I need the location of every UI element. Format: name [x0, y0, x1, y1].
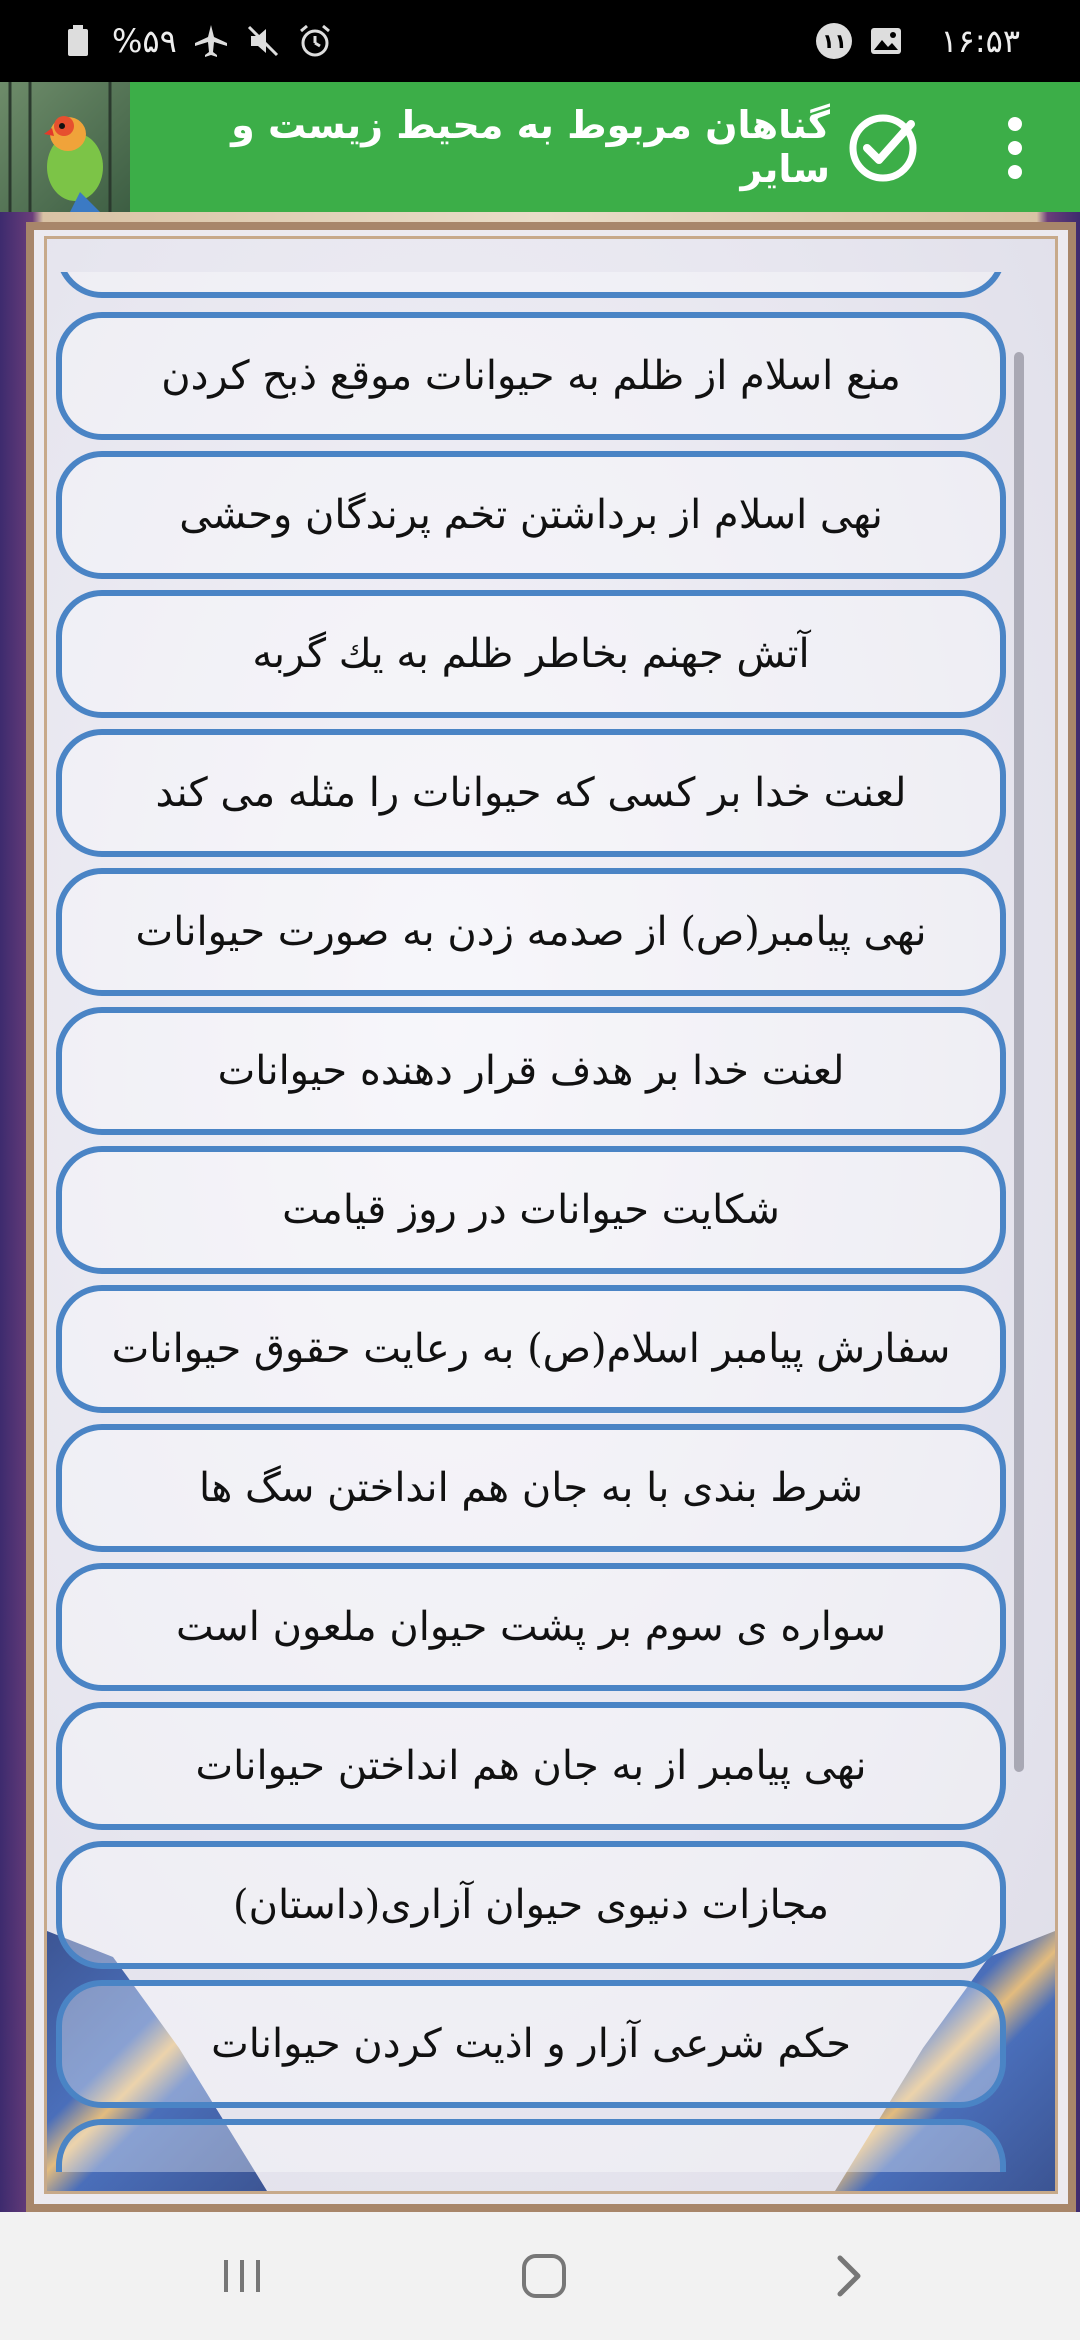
gallery-icon	[868, 23, 904, 59]
status-bar	[0, 0, 1080, 82]
list-item-label: نهی پیامبر از به جان هم انداختن حیوانات	[195, 1743, 867, 1789]
list-item[interactable]	[56, 451, 1006, 579]
list-item[interactable]	[56, 1285, 1006, 1413]
status-right	[816, 0, 1020, 82]
list-item[interactable]	[56, 1980, 1006, 2108]
back-icon[interactable]	[818, 2246, 878, 2306]
list-item[interactable]	[56, 590, 1006, 718]
list-item[interactable]	[56, 1424, 1006, 1552]
list-item[interactable]	[56, 729, 1006, 857]
list-item[interactable]	[56, 2119, 1006, 2172]
nav-bar	[0, 2212, 1080, 2340]
bird-thumbnail	[0, 82, 130, 212]
list-item-label: منع اسلام از ظلم به حیوانات موقع ذبح کردن	[161, 353, 901, 399]
list-item-label: نهی پیامبر(ص) از صدمه زدن به صورت حیوانات	[135, 909, 927, 955]
list-item[interactable]	[56, 1702, 1006, 1830]
list-item[interactable]	[56, 272, 1006, 298]
list-item[interactable]	[56, 1146, 1006, 1274]
list-item-label: لعنت خدا بر کسی که حیوانات را مثله می کند	[155, 770, 907, 816]
more-vert-icon[interactable]	[990, 110, 1040, 186]
list-item-label: مجازات دنیوی حیوان آزاری(داستان)	[232, 1882, 830, 1928]
list-item-label: شکایت حیوانات در روز قیامت	[282, 1187, 780, 1233]
page-title: گناهان مربوط به محیط زیست و سایر	[231, 103, 830, 191]
battery-percent: %۵۹	[112, 22, 177, 60]
list-item-label: سواره ی سوم بر پشت حیوان ملعون است	[176, 1604, 886, 1650]
list-item[interactable]	[56, 1563, 1006, 1691]
list-item-label: آتش جهنم بخاطر ظلم به یك گربه	[252, 631, 810, 677]
list-item[interactable]	[56, 1007, 1006, 1135]
list-item[interactable]	[56, 1841, 1006, 1969]
check-icon[interactable]	[845, 110, 921, 186]
content-area	[0, 212, 1080, 2212]
app-bar	[0, 82, 1080, 212]
list-item-label: لعنت خدا بر هدف قرار دهنده حیوانات	[217, 1048, 845, 1094]
list-item[interactable]	[56, 312, 1006, 440]
recents-icon[interactable]	[212, 2246, 272, 2306]
airplane-icon	[193, 23, 229, 59]
battery-icon	[60, 23, 96, 59]
clock: ۱۶:۵۳	[940, 22, 1020, 60]
scrollbar[interactable]	[1014, 352, 1024, 1772]
list-item-label: نهی اسلام از برداشتن تخم پرندگان وحشی	[179, 492, 883, 538]
status-left	[60, 0, 333, 82]
list-item[interactable]	[56, 868, 1006, 996]
list-item-label: شرط بندی با به جان هم انداختن سگ ها	[199, 1465, 863, 1511]
list-item-label: سفارش پیامبر اسلام(ص) به رعایت حقوق حیوانات	[111, 1326, 951, 1372]
alarm-icon	[297, 23, 333, 59]
list-item-label: حکم شرعی آزار و اذیت کردن حیوانات	[211, 2021, 851, 2067]
notification-badge: ۱۱	[816, 23, 852, 59]
home-icon[interactable]	[514, 2246, 574, 2306]
mute-icon	[245, 23, 281, 59]
topic-list[interactable]	[50, 272, 1010, 2172]
